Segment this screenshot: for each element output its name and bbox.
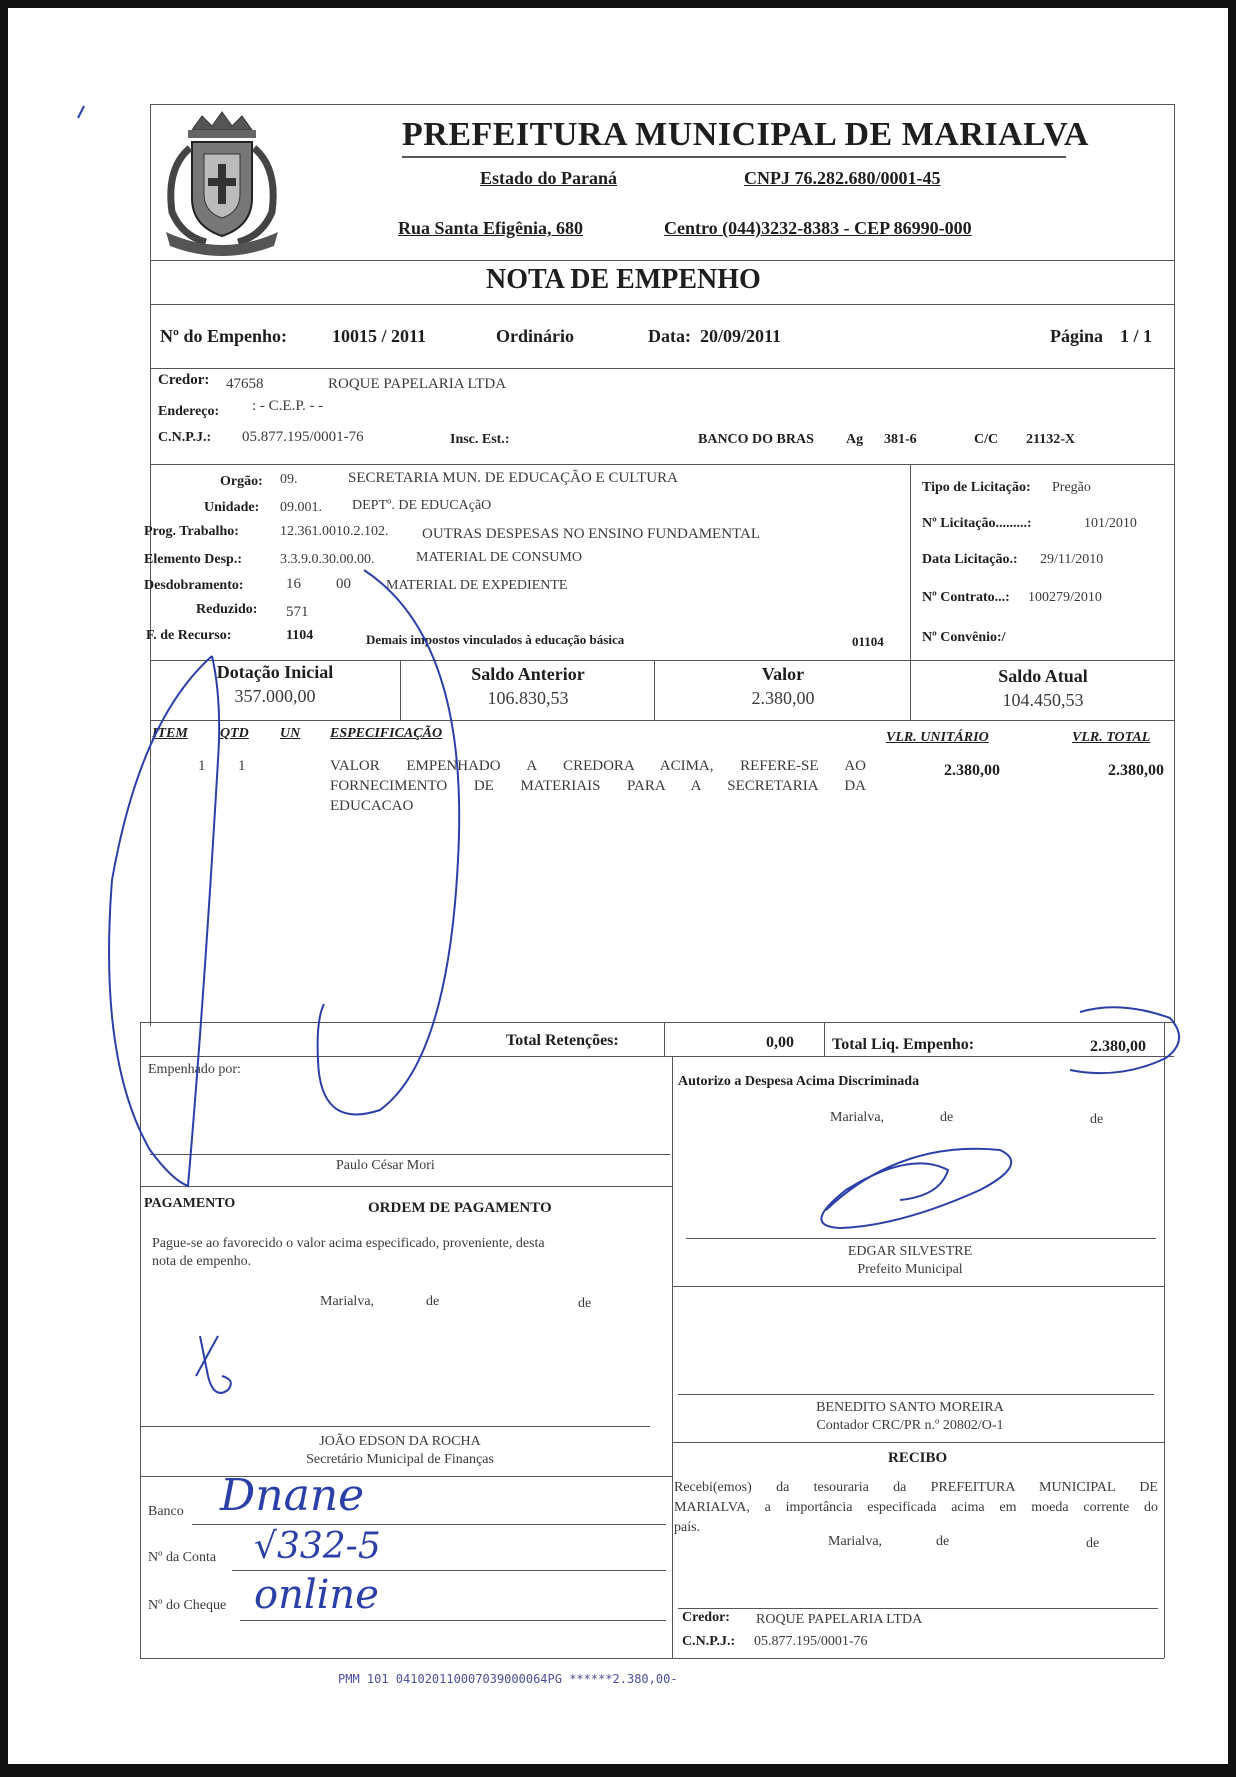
elemento-value: 3.3.9.0.30.00.00.: [280, 552, 375, 567]
desdobramento-label: Desdobramento:: [144, 578, 244, 593]
items-header-vlr-unit: VLR. UNITÁRIO: [886, 730, 989, 745]
pagamento-text-1: Pague-se ao favorecido o valor acima especificado, proveniente, desta: [152, 1236, 545, 1251]
valor-label: Valor: [761, 664, 805, 684]
endereco-label: Endereço:: [158, 404, 220, 419]
tipo-licitacao-label: Tipo de Licitação:: [922, 480, 1031, 495]
credor-label: Credor:: [158, 372, 210, 388]
recibo-credor-value: ROQUE PAPELARIA LTDA: [756, 1612, 923, 1627]
prog-trabalho-value: 12.361.0010.2.102.: [280, 524, 389, 539]
data-licitacao-label: Data Licitação.:: [922, 552, 1018, 567]
conta-handwritten: √332-5: [254, 1526, 381, 1567]
items-header-vlr-total: VLR. TOTAL: [1072, 730, 1151, 745]
autorizo-de-1: de: [940, 1110, 954, 1125]
item-total-value: 2.380,00: [1108, 762, 1164, 779]
credor-code: 47658: [226, 376, 264, 392]
page-number: 1 / 1: [1120, 326, 1153, 346]
banco-label: Banco: [148, 1504, 184, 1519]
recibo-de-1: de: [936, 1534, 950, 1549]
table-row: [140, 754, 1174, 834]
fonte-recurso-value: 1104: [286, 628, 314, 643]
credor-cnpj-label: C.N.P.J.:: [158, 430, 212, 445]
num-licitacao-label: Nº Licitação.........:: [922, 516, 1032, 531]
contador-role: Contador CRC/PR n.º 20802/O-1: [816, 1418, 1004, 1433]
saldo-anterior-label: Saldo Anterior: [471, 664, 585, 684]
recibo-de-2: de: [1086, 1536, 1100, 1551]
contador-name: BENEDITO SANTO MOREIRA: [816, 1400, 1004, 1415]
endereco-value: : - C.E.P. - -: [252, 398, 324, 414]
items-header-item: ITEM: [152, 726, 188, 741]
pagamento-signer-role: Secretário Municipal de Finanças: [306, 1452, 494, 1467]
agency-value: 381-6: [884, 432, 917, 447]
autorizo-label: Autorizo a Despesa Acima Discriminada: [678, 1074, 920, 1089]
item-qtd: 1: [238, 758, 246, 774]
orgao-desc: SECRETARIA MUN. DE EDUCAÇÃO E CULTURA: [348, 470, 678, 486]
municipality-address: Rua Santa Efigênia, 680: [398, 218, 584, 238]
prog-trabalho-desc: OUTRAS DESPESAS NO ENSINO FUNDAMENTAL: [422, 526, 760, 542]
autorizo-signer-role: Prefeito Municipal: [857, 1262, 963, 1277]
cheque-handwritten: online: [254, 1572, 379, 1618]
empenho-number-label: Nº do Empenho:: [160, 326, 287, 346]
conta-label: Nº da Conta: [148, 1550, 217, 1565]
credor-cnpj: 05.877.195/0001-76: [242, 429, 364, 445]
recibo-city: Marialva,: [828, 1534, 883, 1549]
recibo-cnpj-value: 05.877.195/0001-76: [754, 1634, 868, 1649]
item-spec-line-1: VALOR EMPENHADO A CREDORA ACIMA, REFERE-SE AO: [330, 758, 866, 774]
items-header-qtd: QTD: [220, 726, 249, 741]
retencoes-value: 0,00: [766, 1034, 794, 1051]
reduzido-label: Reduzido:: [196, 602, 258, 617]
orgao-value: 09.: [280, 472, 298, 487]
tipo-licitacao-value: Pregão: [1052, 480, 1091, 495]
pagamento-city: Marialva,: [320, 1294, 375, 1309]
page-label: Página: [1050, 326, 1104, 346]
autorizo-de-2: de: [1090, 1112, 1104, 1127]
recibo-title: RECIBO: [888, 1450, 948, 1466]
empenho-type: Ordinário: [496, 326, 575, 346]
banco-handwritten: Dnane: [220, 1470, 365, 1521]
pagamento-text-2: nota de empenho.: [152, 1254, 252, 1269]
empenho-number: 10015 / 2011: [332, 326, 427, 346]
data-licitacao-value: 29/11/2010: [1040, 552, 1104, 567]
liq-empenho-value: 2.380,00: [1090, 1038, 1146, 1055]
unidade-label: Unidade:: [204, 500, 260, 515]
pagamento-de-2: de: [578, 1296, 592, 1311]
unidade-desc: DEPTº. DE EDUCAçãO: [352, 498, 492, 513]
recibo-text-1: Recebi(emos) da tesouraria da PREFEITURA MUNICIPAL DE: [674, 1480, 1158, 1495]
pagamento-label: PAGAMENTO: [144, 1196, 236, 1211]
saldo-atual-value: 104.450,53: [1002, 690, 1084, 710]
fonte-recurso-label: F. de Recurso:: [146, 628, 232, 643]
pagamento-title: ORDEM DE PAGAMENTO: [368, 1200, 552, 1216]
recibo-text-3: país.: [674, 1520, 701, 1535]
fonte-recurso-desc: Demais impostos vinculados à educação básica: [366, 632, 625, 647]
desdobramento-desc: MATERIAL DE EXPEDIENTE: [386, 578, 568, 593]
orgao-label: Orgão:: [220, 474, 263, 489]
cheque-label: Nº do Cheque: [148, 1598, 227, 1613]
pagamento-signer-name: JOÃO EDSON DA ROCHA: [319, 1434, 481, 1449]
recibo-credor-label: Credor:: [682, 1610, 730, 1625]
municipality-contact: Centro (044)3232-8383 - CEP 86990-000: [664, 218, 972, 238]
agency-label: Ag: [846, 432, 864, 447]
municipality-cnpj: CNPJ 76.282.680/0001-45: [744, 168, 941, 188]
unidade-value: 09.001.: [280, 500, 322, 515]
coat-of-arms-icon: [152, 108, 292, 258]
saldo-anterior-value: 106.830,53: [487, 688, 569, 708]
empenho-date: 20/09/2011: [700, 326, 782, 346]
items-header-espec: ESPECIFICAÇÃO: [330, 726, 443, 741]
fonte-recurso-code: 01104: [852, 634, 884, 649]
empenhado-label: Empenhado por:: [148, 1062, 241, 1077]
autorizo-city: Marialva,: [830, 1110, 885, 1125]
autorizo-signer-name: EDGAR SILVESTRE: [847, 1244, 973, 1259]
valor-value: 2.380,00: [751, 688, 815, 708]
elemento-desc: MATERIAL DE CONSUMO: [416, 550, 582, 565]
desdobramento-value-2: 00: [336, 576, 351, 592]
convenio-label: Nº Convênio:/: [922, 630, 1006, 645]
document-title: NOTA DE EMPENHO: [486, 264, 761, 295]
liq-empenho-label: Total Liq. Empenho:: [832, 1036, 975, 1053]
pagamento-de-1: de: [426, 1294, 440, 1309]
prog-trabalho-label: Prog. Trabalho:: [144, 524, 239, 539]
item-number: 1: [198, 758, 206, 774]
account-value: 21132-X: [1026, 432, 1075, 447]
desdobramento-value-1: 16: [286, 576, 301, 592]
item-spec-line-2: FORNECIMENTO DE MATERIAIS PARA A SECRETARIA DA: [330, 778, 866, 794]
saldo-atual-label: Saldo Atual: [998, 666, 1088, 686]
reduzido-value: 571: [286, 604, 309, 620]
elemento-label: Elemento Desp.:: [144, 552, 242, 567]
item-unit-value: 2.380,00: [944, 762, 1000, 779]
insc-est-label: Insc. Est.:: [450, 432, 510, 447]
credor-name: ROQUE PAPELARIA LTDA: [328, 376, 507, 392]
contrato-value: 100279/2010: [1028, 590, 1102, 605]
account-label: C/C: [974, 432, 999, 447]
state-name: Estado do Paraná: [480, 168, 618, 188]
empenhado-name: Paulo César Mori: [336, 1158, 435, 1173]
items-header-un: UN: [280, 726, 301, 741]
item-spec-line-3: EDUCACAO: [330, 798, 414, 814]
num-licitacao-value: 101/2010: [1084, 516, 1137, 531]
footer-code: PMM 101 041020110007039000064PG ******2.380,00-: [338, 1672, 678, 1686]
dotacao-value: 357.000,00: [234, 686, 316, 706]
contrato-label: Nº Contrato...:: [922, 590, 1010, 605]
dotacao-label: Dotação Inicial: [216, 662, 334, 682]
municipality-title: PREFEITURA MUNICIPAL DE MARIALVA: [402, 116, 1089, 153]
recibo-cnpj-label: C.N.P.J.:: [682, 1634, 736, 1649]
empenho-form: [140, 104, 1174, 1658]
recibo-text-2: MARIALVA, a importância especificada acima em moeda corrente do: [674, 1500, 1158, 1515]
retencoes-label: Total Retenções:: [506, 1032, 619, 1049]
empenho-date-label: Data:: [648, 326, 691, 346]
bank-name: BANCO DO BRAS: [698, 432, 814, 447]
